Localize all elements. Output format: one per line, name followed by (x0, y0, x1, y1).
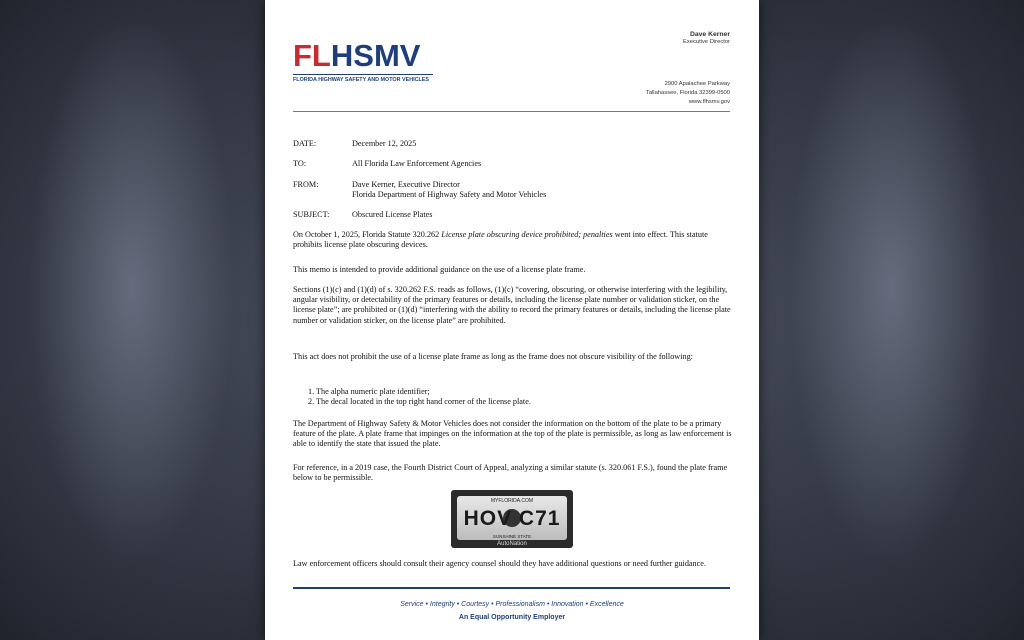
memo-document (265, 0, 759, 640)
flhsmv-logo (293, 40, 438, 88)
to-label: TO: (293, 159, 307, 168)
website-link[interactable]: www.flhsmv.gov (688, 99, 730, 105)
plate-number: HOV C71 (463, 507, 561, 530)
background-right (760, 0, 1024, 640)
requirements-list (308, 387, 531, 407)
paragraph-court-case: For reference, in a 2019 case, the Fourth District Court of Appeal, analyzing a similar statute (s. 320.061 F.S.), found the plate frame below to be permissible. (293, 463, 728, 483)
header-divider (293, 111, 730, 112)
footer-divider (293, 587, 730, 589)
paragraph-sections: Sections (1)(c) and (1)(d) of s. 320.262 F.S. reads as follows, (1)(c) “covering, obscuring, or otherwise interfering with the legibility, angular visibility, or detectability of the primary features or details, including the license plate number or validation sticker, on the license plate”; are prohibited or (1)(d) “interfering with the ability to record the primary features or details, including the license plate number or validation sticker, on the license plate” are prohibited. (293, 285, 731, 325)
plate-top-text: MYFLORIDA.COM (490, 498, 534, 504)
from-value-line2: Florida Department of Highway Safety and Motor Vehicles (352, 190, 547, 199)
paragraph-statute: On October 1, 2025, Florida Statute 320.262 License plate obscuring device prohibited; penalties went into effect. This statute prohibits license plate obscuring devices. (293, 230, 708, 250)
license-plate-image (451, 490, 573, 548)
subject-label: SUBJECT: (293, 210, 330, 219)
footer-values: Service • Integrity • Courtesy • Professionalism • Innovation • Excellence (400, 601, 624, 608)
statute-title: License plate obscuring device prohibited; penalties (441, 230, 613, 239)
plate-face (457, 496, 567, 540)
footer-eoe: An Equal Opportunity Employer (458, 614, 566, 621)
subject-value: Obscured License Plates (352, 210, 433, 219)
paragraph-frame-allowed: This act does not prohibit the use of a license plate frame as long as the frame does not obscure visibility of the following: (293, 352, 693, 361)
paragraph-purpose: This memo is intended to provide additional guidance on the use of a license plate frame. (293, 265, 586, 274)
logo-subtitle: FLORIDA HIGHWAY SAFETY AND MOTOR VEHICLES (293, 74, 433, 83)
address-line-1: 2900 Apalachee Parkway (664, 81, 730, 87)
address-line-2: Tallahassee, Florida 32399-0500 (645, 90, 730, 96)
plate-frame-dealer: AutoNation (497, 541, 527, 547)
date-label: DATE: (293, 139, 317, 148)
list-item: 2. The decal located in the top right hand corner of the license plate. (308, 397, 531, 407)
logo-wordmark: FLHSMV (293, 38, 421, 73)
paragraph-closing: Law enforcement officers should consult their agency counsel should they have additional questions or need further guidance. (293, 559, 706, 568)
paragraph-bottom-info: The Department of Highway Safety & Motor Vehicles does not consider the information on the bottom of the plate to be a primary feature of the plate. A plate frame that impinges on the information at the top of the plate is permissible, as long as law enforcement is able to identify the state that issued the plate. (293, 419, 732, 449)
from-label: FROM: (293, 180, 319, 189)
to-value: All Florida Law Enforcement Agencies (352, 159, 482, 168)
from-value-line1: Dave Kerner, Executive Director (352, 180, 460, 189)
background-left (0, 0, 264, 640)
plate-bottom-text: SUNSHINE STATE (492, 534, 532, 539)
executive-name: Dave Kerner (689, 31, 730, 38)
date-value: December 12, 2025 (352, 139, 417, 148)
list-item: 1. The alpha numeric plate identifier; (308, 387, 430, 396)
executive-title: Executive Director (682, 39, 730, 45)
